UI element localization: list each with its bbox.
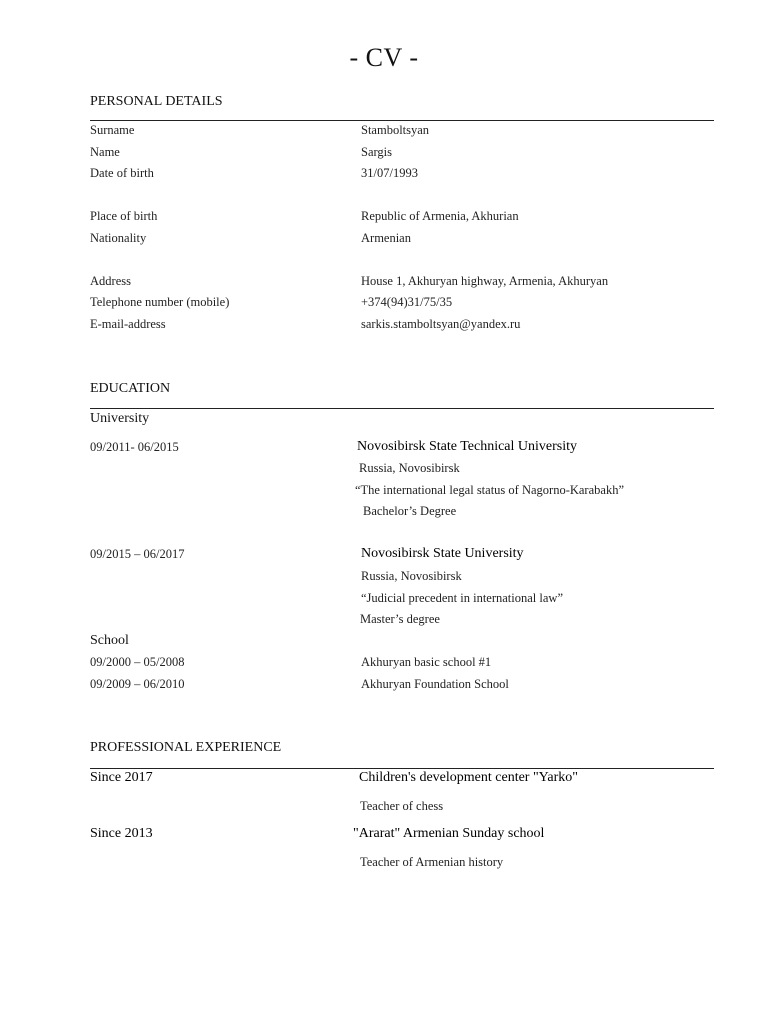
job-role: Teacher of chess — [360, 799, 444, 813]
dob-label: Date of birth — [90, 166, 154, 180]
section-divider — [90, 120, 714, 121]
nationality-value: Armenian — [361, 231, 411, 245]
surname-label: Surname — [90, 123, 135, 137]
address-label: Address — [90, 274, 131, 288]
school-subheading: School — [90, 633, 129, 648]
institution-name: Novosibirsk State Technical University — [357, 439, 578, 454]
name-value: Sargis — [361, 145, 393, 159]
address-value: House 1, Akhuryan highway, Armenia, Akhuryan — [361, 274, 609, 288]
dob-value: 31/07/1993 — [361, 166, 418, 180]
personal-details-heading: PERSONAL DETAILS — [90, 94, 223, 109]
section-divider — [90, 408, 714, 409]
school-period: 09/2009 – 06/2010 — [90, 677, 185, 691]
thesis-title: “The international legal status of Nagorno-Karabakh” — [355, 483, 624, 497]
name-label: Name — [90, 145, 120, 159]
experience-heading: PROFESSIONAL EXPERIENCE — [90, 740, 282, 755]
degree: Master’s degree — [360, 612, 440, 626]
degree: Bachelor’s Degree — [363, 504, 457, 518]
school-period: 09/2000 – 05/2008 — [90, 655, 185, 669]
nationality-label: Nationality — [90, 231, 147, 245]
education-heading: EDUCATION — [90, 381, 171, 396]
phone-label: Telephone number (mobile) — [90, 295, 230, 309]
institution-location: Russia, Novosibirsk — [359, 461, 460, 475]
surname-value: Stamboltsyan — [361, 123, 430, 137]
experience-since: Since 2017 — [90, 770, 153, 785]
email-value: sarkis.stamboltsyan@yandex.ru — [361, 317, 521, 331]
employer-name: "Ararat" Armenian Sunday school — [353, 826, 545, 841]
phone-value: +374(94)31/75/35 — [361, 295, 453, 309]
employer-name: Children's development center "Yarko" — [359, 770, 578, 785]
cv-title: - CV - — [349, 43, 419, 72]
institution-location: Russia, Novosibirsk — [361, 569, 462, 583]
email-label: E-mail-address — [90, 317, 166, 331]
education-period: 09/2011- 06/2015 — [90, 440, 179, 454]
experience-since: Since 2013 — [90, 826, 153, 841]
school-name: Akhuryan basic school #1 — [361, 655, 492, 669]
school-name: Akhuryan Foundation School — [361, 677, 509, 691]
job-role: Teacher of Armenian history — [360, 855, 504, 869]
birthplace-label: Place of birth — [90, 209, 158, 223]
thesis-title: “Judicial precedent in international law” — [361, 591, 563, 605]
university-subheading: University — [90, 411, 150, 426]
section-divider — [90, 768, 714, 769]
birthplace-value: Republic of Armenia, Akhurian — [361, 209, 519, 223]
education-period: 09/2015 – 06/2017 — [90, 547, 185, 561]
institution-name: Novosibirsk State University — [361, 546, 524, 561]
